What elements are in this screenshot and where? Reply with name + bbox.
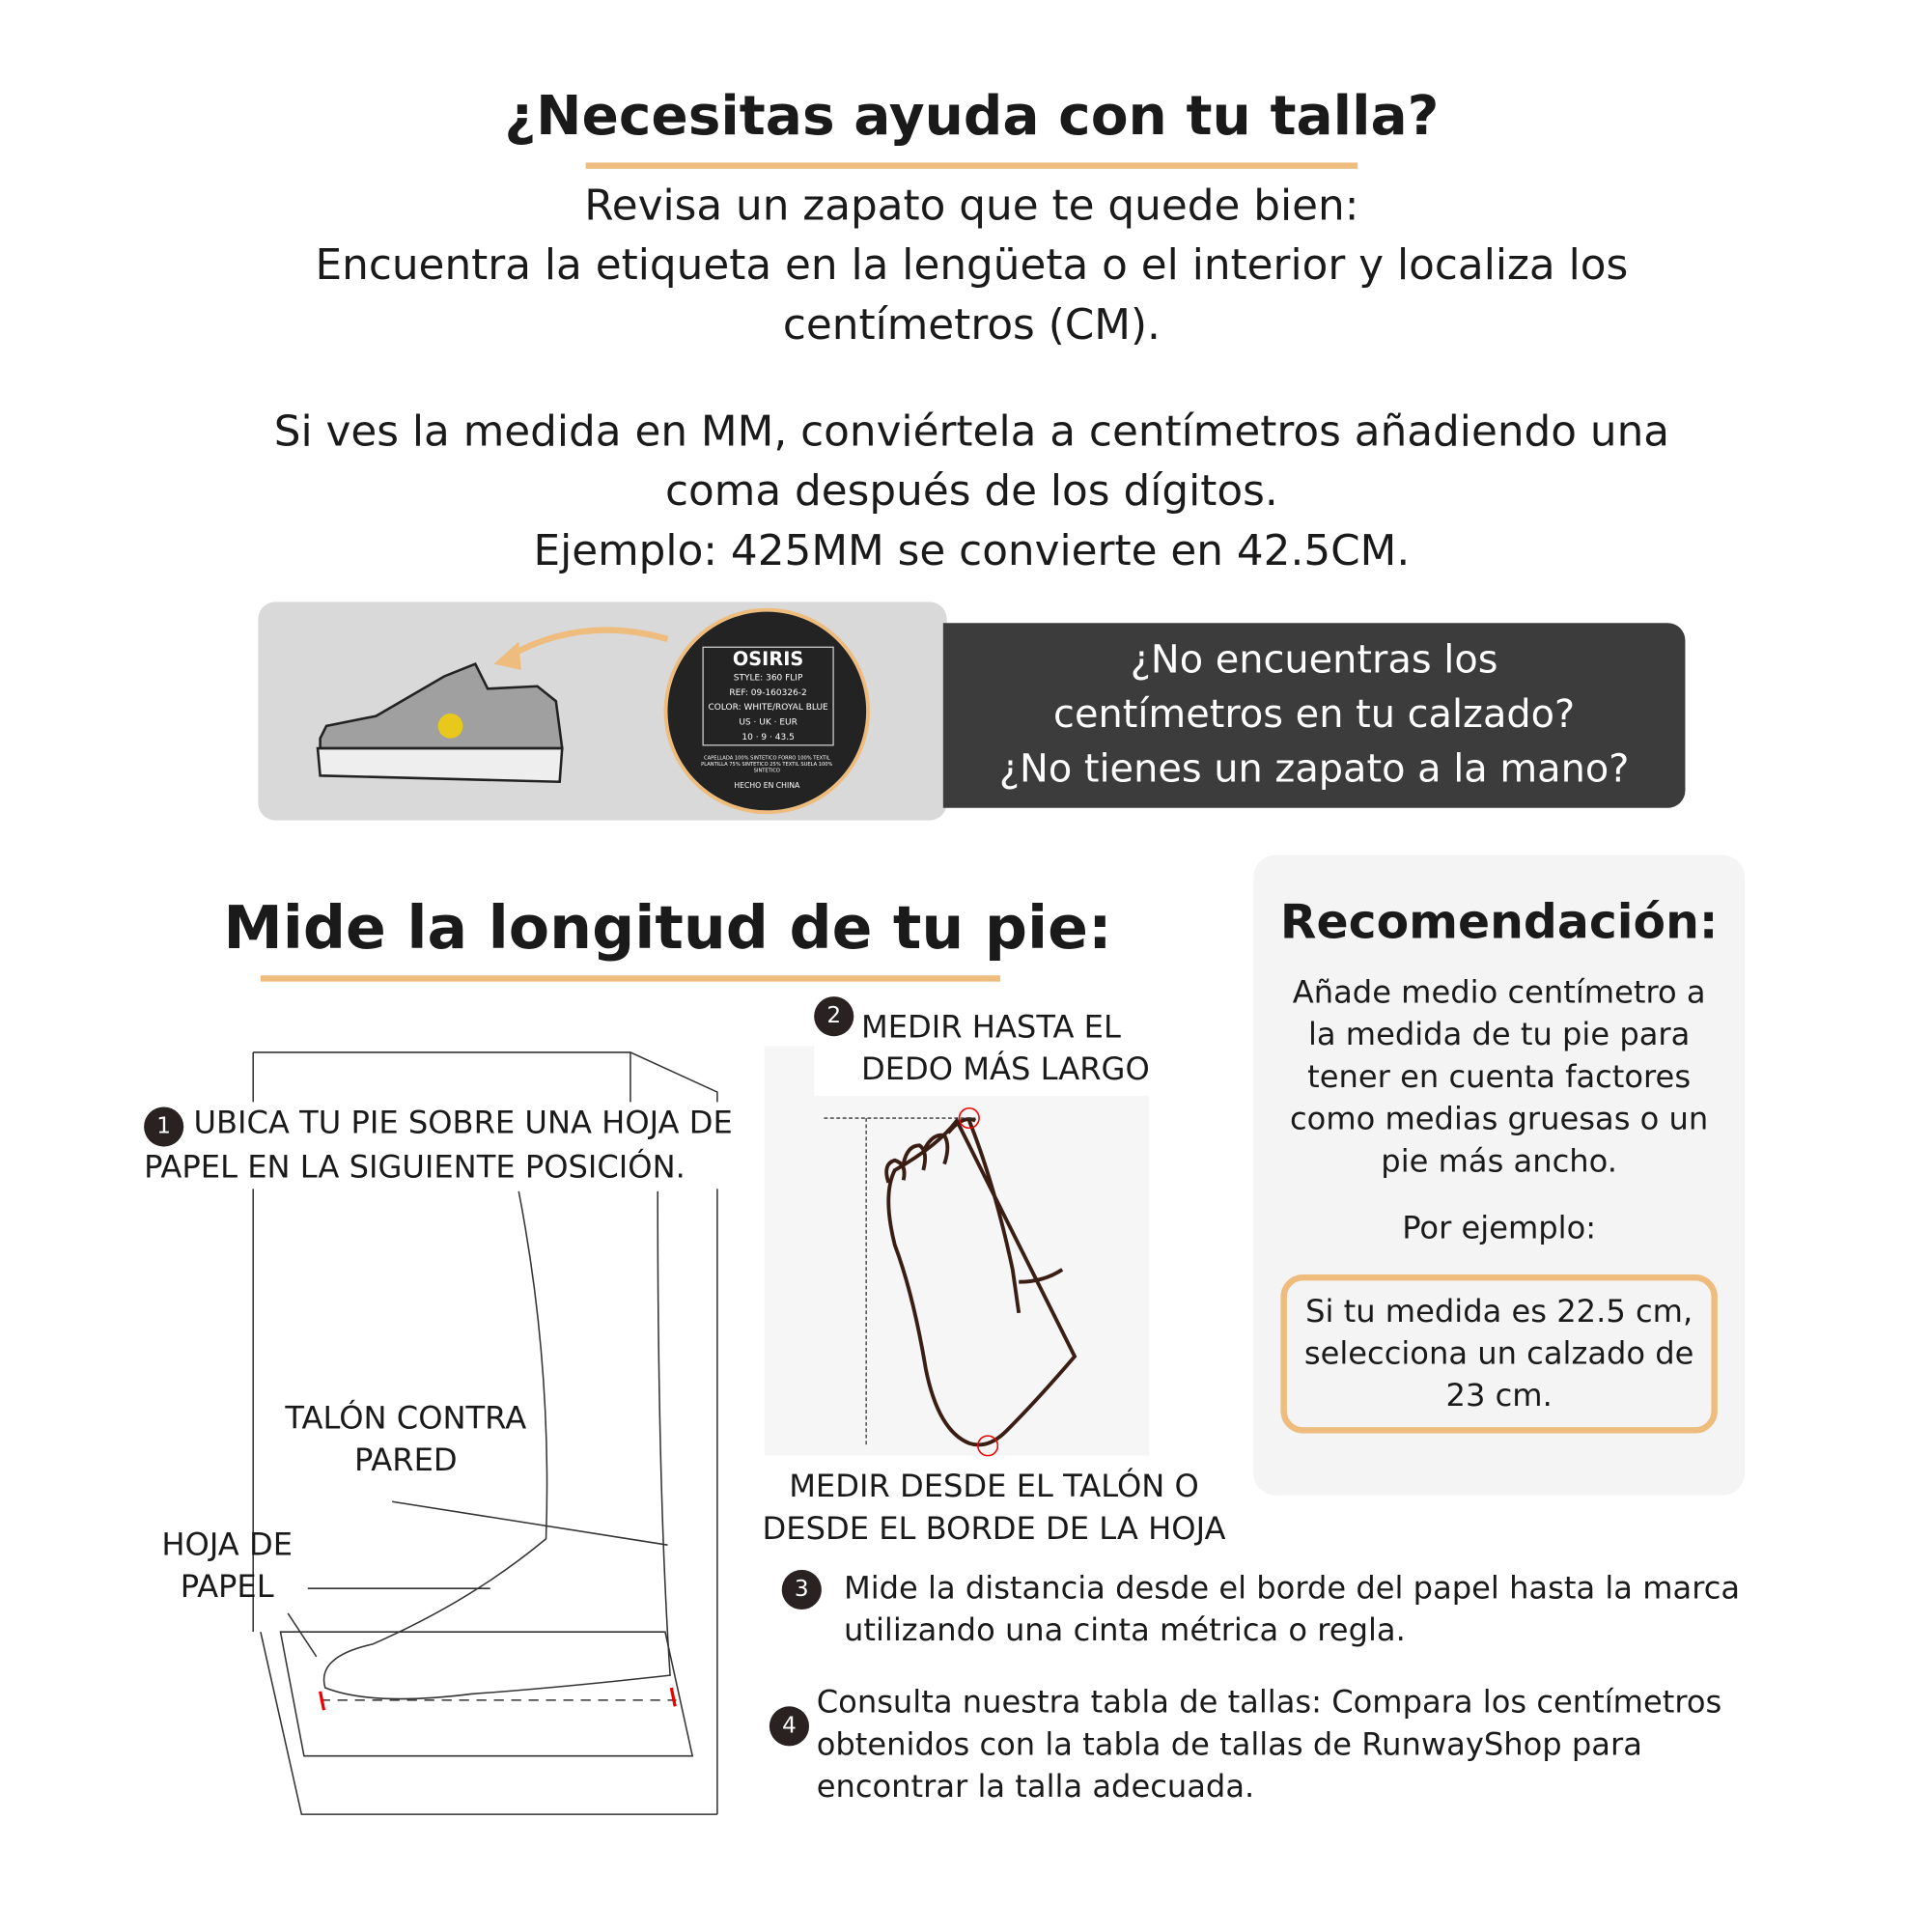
step1 <box>144 1102 777 1189</box>
step1-text: UBICA TU PIE SOBRE UNA HOJA DE PAPEL EN LA SIGUIENTE POSICIÓN. <box>144 1104 733 1186</box>
recommendation-text: Añade medio centímetro a la medida de tu pie para tener en cuenta factores como medias gruesas o un pie más ancho. <box>1289 973 1709 1180</box>
step4 <box>770 1682 1762 1808</box>
foot-outline-icon <box>765 1047 1149 1456</box>
label-composition: CAPELLADA 100% SINTETICO FORRO 100% TEXTIL PLANTILLA 75% SINTETICO 25% TEXTIL SUELA 100% SINTETICO <box>701 754 833 773</box>
label-value: 09-160326-2 <box>750 687 807 698</box>
step3-text: Mide la distancia desde el borde del papel hasta la marca utilizando una cinta métrica o regla. <box>844 1569 1741 1648</box>
size-label-photo: OSIRIS STYLE: 360 FLIP REF: 09-160326-2 COLOR: WHITE/ROYAL BLUE US · UK · EUR 10 · 9 · 43.5 CAPELLADA 100% SINTETICO FORRO 100% TEXTIL PLANTILLA 75% SINTETICO 25% TEXTIL SUELA 100% SINTETICO HECHO EN CHINA <box>664 608 870 814</box>
step2-text: MEDIR HASTA EL DEDO MÁS LARGO <box>860 1008 1150 1087</box>
label-size-header: UK <box>759 716 771 728</box>
label-key: REF: <box>729 687 748 698</box>
label-value: 360 FLIP <box>766 672 803 683</box>
label-size-header: EUR <box>779 716 798 728</box>
no-size-banner <box>943 623 1686 808</box>
intro-line1: Revisa un zapato que te quede bien: <box>584 181 1359 232</box>
label-key: COLOR: <box>708 702 742 713</box>
paper-label: HOJA DE PAPEL <box>161 1526 294 1605</box>
example-text: Ejemplo: 425MM se convierte en 42.5CM. <box>533 525 1411 576</box>
label-size-header: US <box>739 716 751 728</box>
label-value: WHITE/ROYAL BLUE <box>743 702 828 713</box>
banner-line2: ¿No tienes un zapato a la mano? <box>998 746 1630 793</box>
label-brand: OSIRIS <box>732 647 804 671</box>
recommendation-title: Recomendación: <box>1279 894 1719 950</box>
from-heel-label: MEDIR DESDE EL TALÓN O DESDE EL BORDE DE LA HOJA <box>762 1468 1226 1547</box>
page-title: ¿Necesitas ayuda con tu talla? <box>504 84 1440 148</box>
label-size-value: 10 <box>742 732 753 742</box>
example-label: Por ejemplo: <box>1402 1210 1597 1246</box>
step-number: 4 <box>770 1706 809 1746</box>
step-number: 1 <box>144 1106 183 1146</box>
label-key: STYLE: <box>733 672 764 683</box>
step4-text: Consulta nuestra tabla de tallas: Compara los centímetros obtenidos con la tabla de tallas de RunwayShop para encontrar la talla adecuada. <box>816 1684 1722 1805</box>
measure-underline <box>261 975 1000 981</box>
foot-top-diagram <box>765 1047 1149 1456</box>
label-size-value: 9 <box>761 732 768 742</box>
step3 <box>782 1567 1762 1651</box>
measure-title: Mide la longitud de tu pie: <box>223 893 1112 964</box>
step-number: 3 <box>782 1570 822 1610</box>
foot-on-paper-diagram <box>0 0 744 869</box>
banner-line1: ¿No encuentras los centímetros en tu calzado? <box>1053 637 1576 738</box>
example-box: Si tu medida es 22.5 cm, selecciona un calzado de 23 cm. <box>1280 1274 1717 1434</box>
label-made-in: HECHO EN CHINA <box>734 781 800 791</box>
intro-line2: Encuentra la etiqueta en la lengüeta o el interior y localiza los centímetros (CM). <box>315 240 1629 350</box>
label-size-value: 43.5 <box>774 732 795 742</box>
intro-line3: Si ves la medida en MM, conviértela a centímetros añadiendo una coma después de los dígitos. <box>273 406 1670 517</box>
heel-label: TALÓN CONTRA PARED <box>285 1399 527 1478</box>
recommendation-panel <box>1253 855 1745 1496</box>
step2 <box>814 996 1169 1096</box>
step-number: 2 <box>814 996 854 1036</box>
